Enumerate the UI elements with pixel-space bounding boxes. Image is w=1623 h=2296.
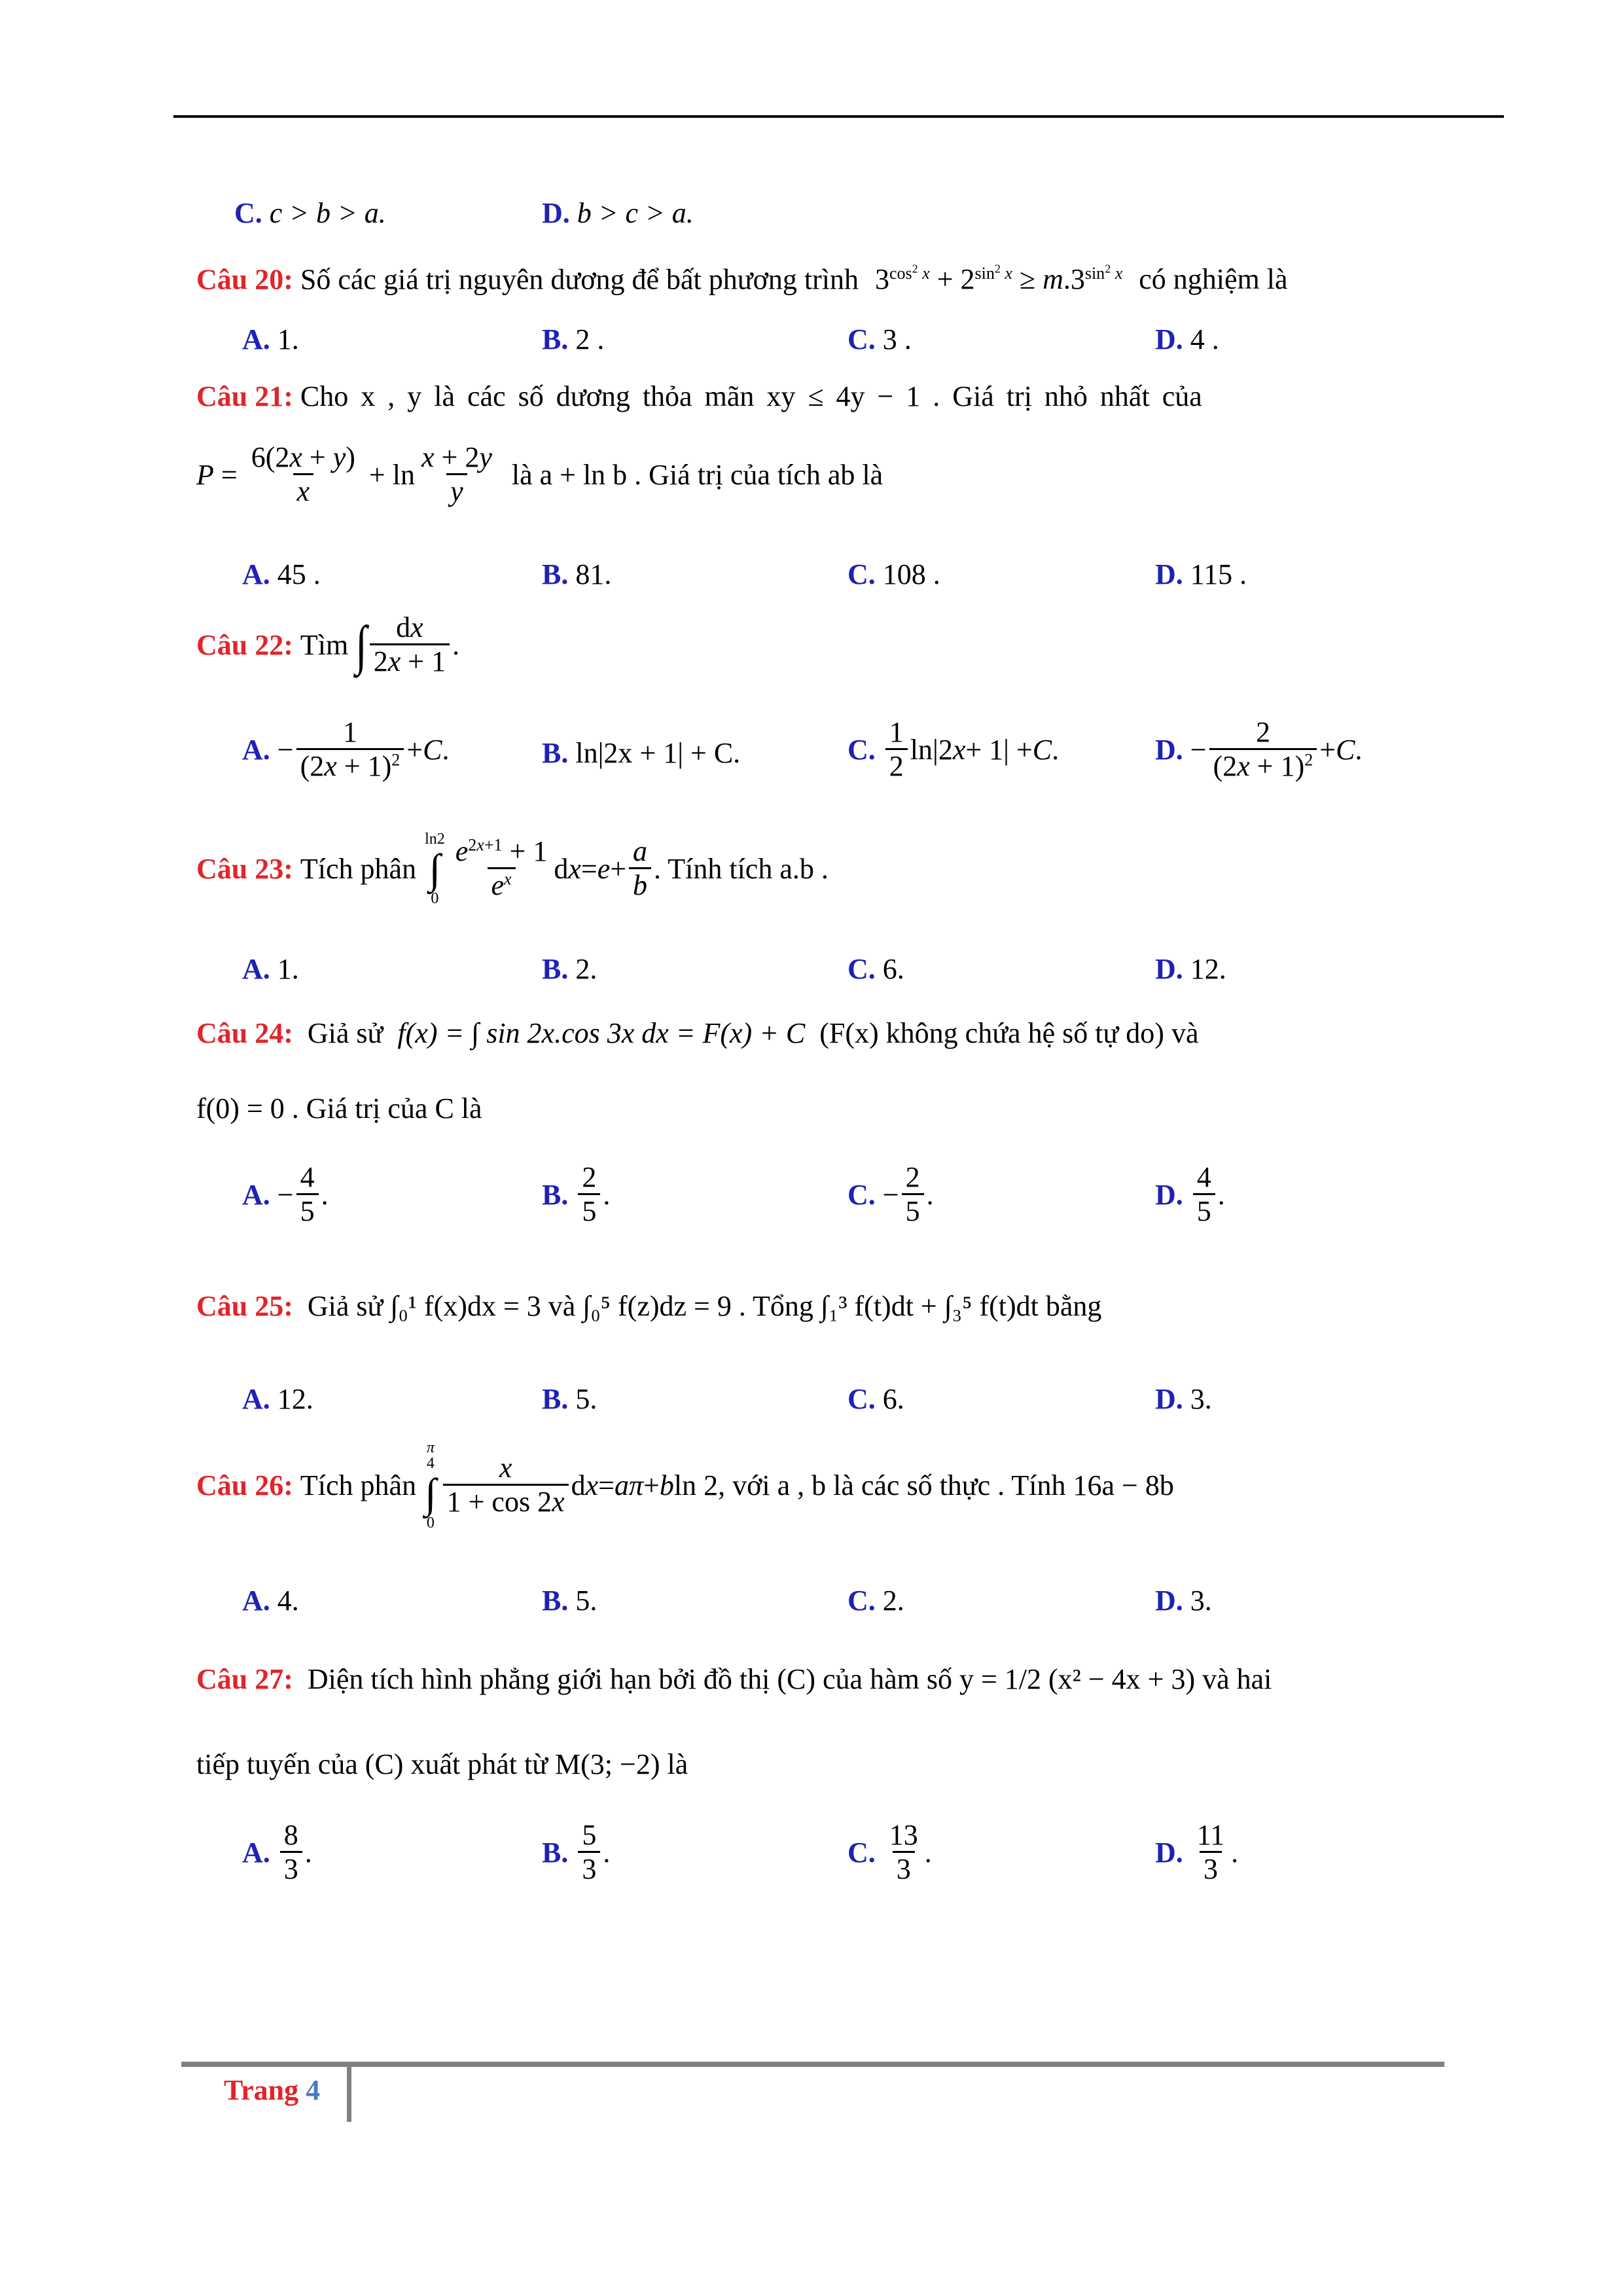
q27-line2: tiếp tuyến của (C) xuất phát từ M(3; −2) là <box>196 1748 688 1780</box>
q21-option-a[interactable]: A. 45 . <box>242 558 321 590</box>
q22-question: Câu 22: Tìm ∫ $\frac{dx}{2x + 1}$ . <box>196 611 460 678</box>
q24-question: Câu 24: Giả sử f(x) = ∫ sin 2x.cos 3x dx = F(x) + C (F(x) không chứa hệ số tự do) và <box>196 1017 1199 1049</box>
q19-option-c: C. c > b > a. <box>234 197 386 229</box>
q22-option-d[interactable]: D. − $\frac{2}{(2x + 1)^2}$ + C . <box>1155 716 1363 783</box>
q19-option-d-text: b > c > a. <box>577 197 694 229</box>
q26-option-c[interactable]: C. 2. <box>847 1585 904 1617</box>
q21-option-d[interactable]: D. 115 . <box>1155 558 1247 590</box>
q20-option-c[interactable]: C. 3 . <box>847 323 912 355</box>
q21-line2: là a + ln b . Giá trị của tích ab là <box>511 459 883 492</box>
q27-option-b[interactable]: B. $\frac{5}{3}$ . <box>542 1819 611 1886</box>
q26-question: Câu 26: Tích phân π 4 ∫ 0 $\frac{x}{1 + \cos 2x}$ d x = aπ + b ln 2 , với a , b là các số thực . Tính 16a − 8b <box>196 1439 1174 1532</box>
q26-option-a[interactable]: A. 4. <box>242 1585 299 1617</box>
q20-question: Câu 20: Số các giá trị nguyên dương để bất phương trình $3^{cos^2 x} + 2^{sin^2 x} \ge m.3^{sin^2 x}$ có nghiệm là <box>196 262 1288 296</box>
q21-formula-line: P = $\frac{6(2x + y)}{x}$ + ln $\frac{x + 2y}{y}$ là a + ln b . Giá trị của tích ab là <box>196 441 883 508</box>
q27-line1: Diện tích hình phẳng giới hạn bởi đồ thị (C) của hàm số y = 1/2 (x² − 4x + 3) và hai <box>307 1663 1272 1695</box>
q20-formula: $3^{cos^2 x} + 2^{sin^2 x} \ge m.3^{sin^2 x}$ <box>874 262 1123 296</box>
q22-option-c[interactable]: C. $\frac{1}{2}$ ln|2 x + 1| + C . <box>847 716 1060 783</box>
q20-text: Số các giá trị nguyên dương để bất phương trình <box>300 263 859 296</box>
q25-question: Câu 25: Giả sử ∫₀¹ f(x)dx = 3 và ∫₀⁵ f(z)dz = 9 . Tổng ∫₁³ f(t)dt + ∫₃⁵ f(t)dt bằng <box>196 1290 1102 1322</box>
q26-option-d[interactable]: D. 3. <box>1155 1585 1212 1617</box>
q24-option-d[interactable]: D. $\frac{4}{5}$ . <box>1155 1161 1225 1228</box>
q19-option-d: D. b > c > a. <box>542 197 694 229</box>
q24-formula: f(x) = ∫ sin 2x.cos 3x dx = F(x) + C <box>397 1017 806 1049</box>
q23-option-d[interactable]: D. 12. <box>1155 953 1226 985</box>
q23-question: Câu 23: Tích phân ln2 ∫ 0 $\frac{e^{2x+1} + 1}{e^x}$ d x = e + $\frac{a}{b}$ . Tính tích a.b . <box>196 831 829 908</box>
q23-option-c[interactable]: C. 6. <box>847 953 904 985</box>
q21-line1: Cho x , y là các số dương thỏa mãn xy ≤ 4y − 1 . Giá trị nhỏ nhất của <box>300 380 1202 412</box>
q25-text: Giả sử ∫₀¹ f(x)dx = 3 và ∫₀⁵ f(z)dz = 9 . Tổng ∫₁³ f(t)dt + ∫₃⁵ f(t)dt bằng <box>307 1290 1102 1322</box>
page-number: Trang 4 <box>224 2074 321 2106</box>
q24-line2: f(0) = 0 . Giá trị của C là <box>196 1092 482 1124</box>
q21-option-c[interactable]: C. 108 . <box>847 558 940 590</box>
q24-option-b[interactable]: B. $\frac{2}{5}$ . <box>542 1161 611 1228</box>
q19-option-c-text: c > b > a. <box>269 197 386 229</box>
q25-option-c[interactable]: C. 6. <box>847 1383 904 1415</box>
footer-divider <box>347 2062 351 2122</box>
q21-question: Câu 21: Cho x , y là các số dương thỏa mãn xy ≤ 4y − 1 . Giá trị nhỏ nhất của <box>196 380 1202 412</box>
q24-option-c[interactable]: C. − $\frac{2}{5}$ . <box>847 1161 934 1228</box>
q24-option-a[interactable]: A. − $\frac{4}{5}$ . <box>242 1161 329 1228</box>
q20-option-b[interactable]: B. 2 . <box>542 323 605 355</box>
q20-option-a[interactable]: A. 1. <box>242 323 299 355</box>
q25-option-d[interactable]: D. 3. <box>1155 1383 1212 1415</box>
q21-option-b[interactable]: B. 81. <box>542 558 612 590</box>
q27-option-d[interactable]: D. $\frac{11}{3}$ . <box>1155 1819 1239 1886</box>
footer-rule <box>181 2062 1444 2067</box>
q20-text-after: có nghiệm là <box>1139 263 1288 296</box>
q23-option-b[interactable]: B. 2. <box>542 953 597 985</box>
q22-option-b[interactable]: B. ln|2x + 1| + C. <box>542 737 741 769</box>
q22-option-a[interactable]: A. − $\frac{1}{(2x + 1)^2}$ + C . <box>242 716 450 783</box>
q20-option-d[interactable]: D. 4 . <box>1155 323 1219 355</box>
header-rule <box>173 115 1504 118</box>
q27-question: Câu 27: Diện tích hình phẳng giới hạn bởi đồ thị (C) của hàm số y = 1/2 (x² − 4x + 3) và hai <box>196 1663 1272 1695</box>
q25-option-b[interactable]: B. 5. <box>542 1383 597 1415</box>
q26-option-b[interactable]: B. 5. <box>542 1585 597 1617</box>
q27-option-a[interactable]: A. $\frac{8}{3}$ . <box>242 1819 312 1886</box>
q27-option-c[interactable]: C. $\frac{13}{3}$ . <box>847 1819 932 1886</box>
q25-option-a[interactable]: A. 12. <box>242 1383 313 1415</box>
q23-option-a[interactable]: A. 1. <box>242 953 299 985</box>
